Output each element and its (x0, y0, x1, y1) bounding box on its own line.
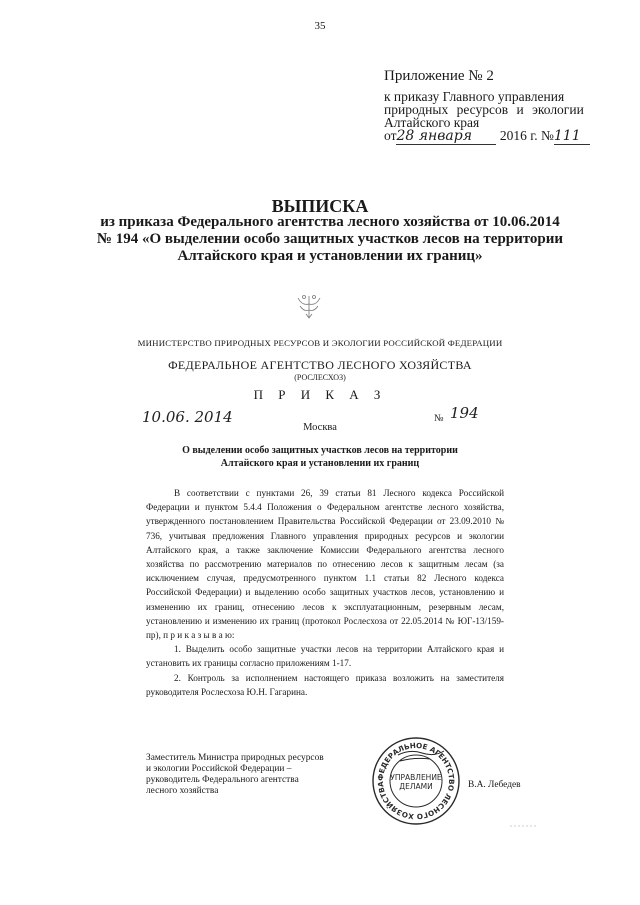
document-date: 10.06. 2014 (142, 408, 233, 426)
order-ref-line: к приказу Главного управления (384, 89, 565, 104)
subtitle-line: № 194 «О выделении особо защитных участков лесов на территории (96, 231, 564, 247)
handwritten-date: 28 января (396, 128, 496, 145)
document-city: Москва (303, 422, 337, 433)
stamp-center-line: ДЕЛАМИ (399, 782, 433, 791)
appendix-title: Приложение № 2 (384, 68, 494, 84)
order-ref-line: природных ресурсов и экологии (384, 102, 584, 117)
signatory-line: и экологии Российской Федерации – (146, 764, 292, 774)
document-number: 194 (450, 404, 479, 422)
date-prefix: от (384, 128, 397, 143)
extract-subtitle (60, 214, 600, 265)
appendix-date-line (384, 128, 590, 145)
year-text: 2016 г. № (499, 128, 554, 143)
signature-mark-icon (510, 824, 538, 828)
ministry-header: МИНИСТЕРСТВО ПРИРОДНЫХ РЕСУРСОВ И ЭКОЛОГИИ РОССИЙСКОЙ ФЕДЕРАЦИИ (137, 338, 503, 348)
signatory-line: лесного хозяйства (146, 786, 219, 796)
agency-header: ФЕДЕРАЛЬНОЕ АГЕНТСТВО ЛЕСНОГО ХОЗЯЙСТВА (168, 358, 472, 372)
stamp-center-line: УПРАВЛЕНИЕ (390, 773, 442, 782)
body-paragraph: 1. Выделить особо защитные участки лесов на территории Алтайского края и установить их границы согласно приложениям 1-17. (146, 644, 504, 669)
document-body (146, 486, 504, 699)
order-ref-line: Алтайского края (384, 115, 480, 130)
signatory-title (146, 753, 324, 797)
signatory-line: Заместитель Министра природных ресурсов (146, 753, 324, 763)
handwritten-number: 111 (554, 128, 590, 145)
heading-line: Алтайского края и установлении их границ (220, 458, 420, 469)
official-stamp (370, 735, 462, 827)
document-heading (130, 444, 510, 470)
document-number-label: № (434, 413, 444, 424)
subtitle-line: Алтайского края и установлении их границ» (177, 248, 483, 264)
signatory-name: В.А. Лебедев (468, 780, 521, 790)
subtitle-line: из приказа Федерального агентства лесного хозяйства от 10.06.2014 (100, 214, 560, 230)
agency-short-name: (РОСЛЕСХОЗ) (294, 373, 346, 382)
heading-line: О выделении особо защитных участков лесов на территории (182, 445, 458, 456)
extract-title: ВЫПИСКА (271, 196, 369, 216)
coat-of-arms-icon (292, 292, 326, 322)
page-number: 35 (314, 20, 326, 32)
stamp-ring-text: ФЕДЕРАЛЬНОЕ АГЕНТСТВО ЛЕСНОГО ХОЗЯЙСТВА (375, 740, 457, 822)
body-paragraph: В соответствии с пунктами 26, 39 статьи 81 Лесного кодекса Российской Федерации и пунктом 5.4.4 Положения о Федеральном агентстве лесного хозяйства, утвержденного постановлением Правительства Российской Федерации от 23.09.2010 № 736, учитывая предложения Главного управления природных ресурсов и экологии Алтайского края, а также заключение Комиссии Федерального агентства лесного хозяйства по рассмотрению материалов по отнесению лесов к защитным лесам (за исключением случая, предусмотренного пунктом 1.1 статьи 82 Лесного кодекса Российской Федерации) и выделению особо защитных участков лесов, установлению и изменению их границ, отнесению лесов к эксплуатационным, резервным лесам, установлению и изменению их границ (протокол Рослесхоза от 22.05.2014 № ЮГ-13/159-пр), п р и к а з ы в а ю: (146, 488, 504, 641)
body-paragraph: 2. Контроль за исполнением настоящего приказа возложить на заместителя руководителя Рослесхоза Ю.Н. Гагарина. (146, 672, 504, 697)
document-type: П Р И К А З (253, 387, 387, 402)
appendix-order-ref (384, 90, 634, 129)
signatory-line: руководитель Федерального агентства (146, 775, 299, 785)
